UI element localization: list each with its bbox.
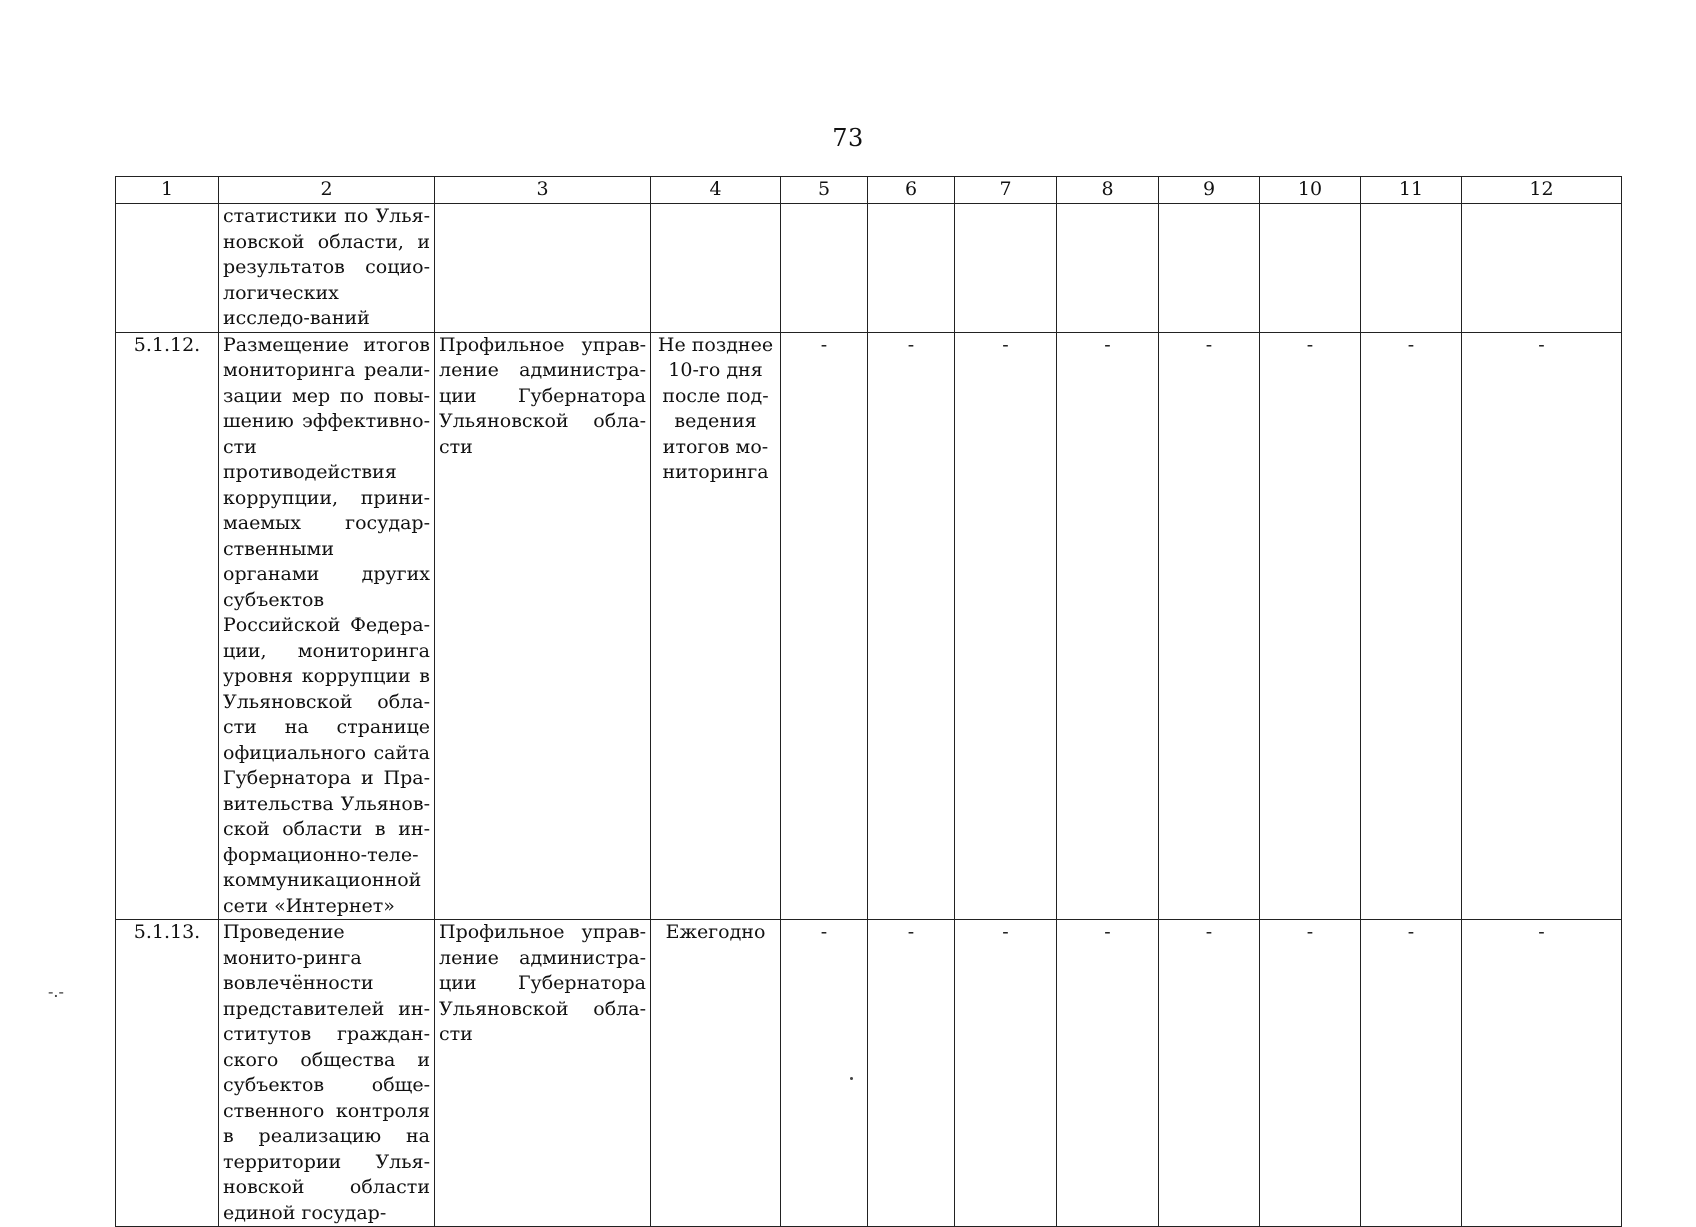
col-header-9: 9: [1159, 177, 1260, 204]
value-cell: [955, 204, 1057, 333]
scan-speck: [850, 1077, 853, 1080]
value-cell: -: [1260, 920, 1361, 1227]
value-cell: -: [1057, 920, 1159, 1227]
term: Не позднее 10-го дня после под-ведения итогов мо-ниторинга: [651, 332, 781, 920]
term: [651, 204, 781, 333]
row-number: 5.1.12.: [116, 332, 219, 920]
value-cell: [1057, 204, 1159, 333]
table-row: [116, 204, 1622, 333]
activities-table: [115, 176, 1622, 1227]
col-header-5: 5: [781, 177, 868, 204]
col-header-6: 6: [868, 177, 955, 204]
value-cell: -: [781, 332, 868, 920]
value-cell: -: [781, 920, 868, 1227]
col-header-3: 3: [435, 177, 651, 204]
term: Ежегодно: [651, 920, 781, 1227]
value-cell: [781, 204, 868, 333]
activity-name: Проведение монито-ринга вовлечённости представителей ин-ститутов граждан-ского общества и субъектов обще-ственного контроля в реализацию на территории Улья-новской области единой государ-: [219, 920, 435, 1227]
row-number: 5.1.13.: [116, 920, 219, 1227]
value-cell: -: [955, 332, 1057, 920]
table-row: [116, 920, 1622, 1227]
col-header-8: 8: [1057, 177, 1159, 204]
value-cell: -: [1260, 332, 1361, 920]
value-cell: [1361, 204, 1462, 333]
value-cell: [1260, 204, 1361, 333]
row-number: [116, 204, 219, 333]
executor: Профильное управ-ление администра-ции Губернатора Ульяновской обла-сти: [435, 332, 651, 920]
value-cell: [868, 204, 955, 333]
col-header-10: 10: [1260, 177, 1361, 204]
col-header-4: 4: [651, 177, 781, 204]
activity-name: статистики по Улья-новской области, и результатов социо-логических исследо-ваний: [219, 204, 435, 333]
header-row: [116, 177, 1622, 204]
value-cell: -: [955, 920, 1057, 1227]
value-cell: -: [1057, 332, 1159, 920]
value-cell: -: [1361, 920, 1462, 1227]
value-cell: -: [1361, 332, 1462, 920]
value-cell: -: [1462, 332, 1622, 920]
scan-mark: -.-: [48, 982, 64, 1001]
value-cell: [1462, 204, 1622, 333]
executor: Профильное управ-ление администра-ции Губернатора Ульяновской обла-сти: [435, 920, 651, 1227]
col-header-11: 11: [1361, 177, 1462, 204]
col-header-7: 7: [955, 177, 1057, 204]
value-cell: [1159, 204, 1260, 333]
col-header-1: 1: [116, 177, 219, 204]
value-cell: -: [1159, 920, 1260, 1227]
executor: [435, 204, 651, 333]
col-header-2: 2: [219, 177, 435, 204]
activity-name: Размещение итогов мониторинга реали-зации мер по повы-шению эффективно-сти противодействия коррупции, прини-маемых государ-ственными органами других субъектов Российской Федера-ции, мониторинга уровня коррупции в Ульяновской обла-сти на странице официального сайта Губернатора и Пра-вительства Ульянов-ской области в ин-формационно-теле-коммуникационной сети «Интернет»: [219, 332, 435, 920]
value-cell: -: [868, 332, 955, 920]
table-row: [116, 332, 1622, 920]
value-cell: -: [1462, 920, 1622, 1227]
page-number: 73: [832, 124, 864, 152]
value-cell: -: [868, 920, 955, 1227]
col-header-12: 12: [1462, 177, 1622, 204]
value-cell: -: [1159, 332, 1260, 920]
